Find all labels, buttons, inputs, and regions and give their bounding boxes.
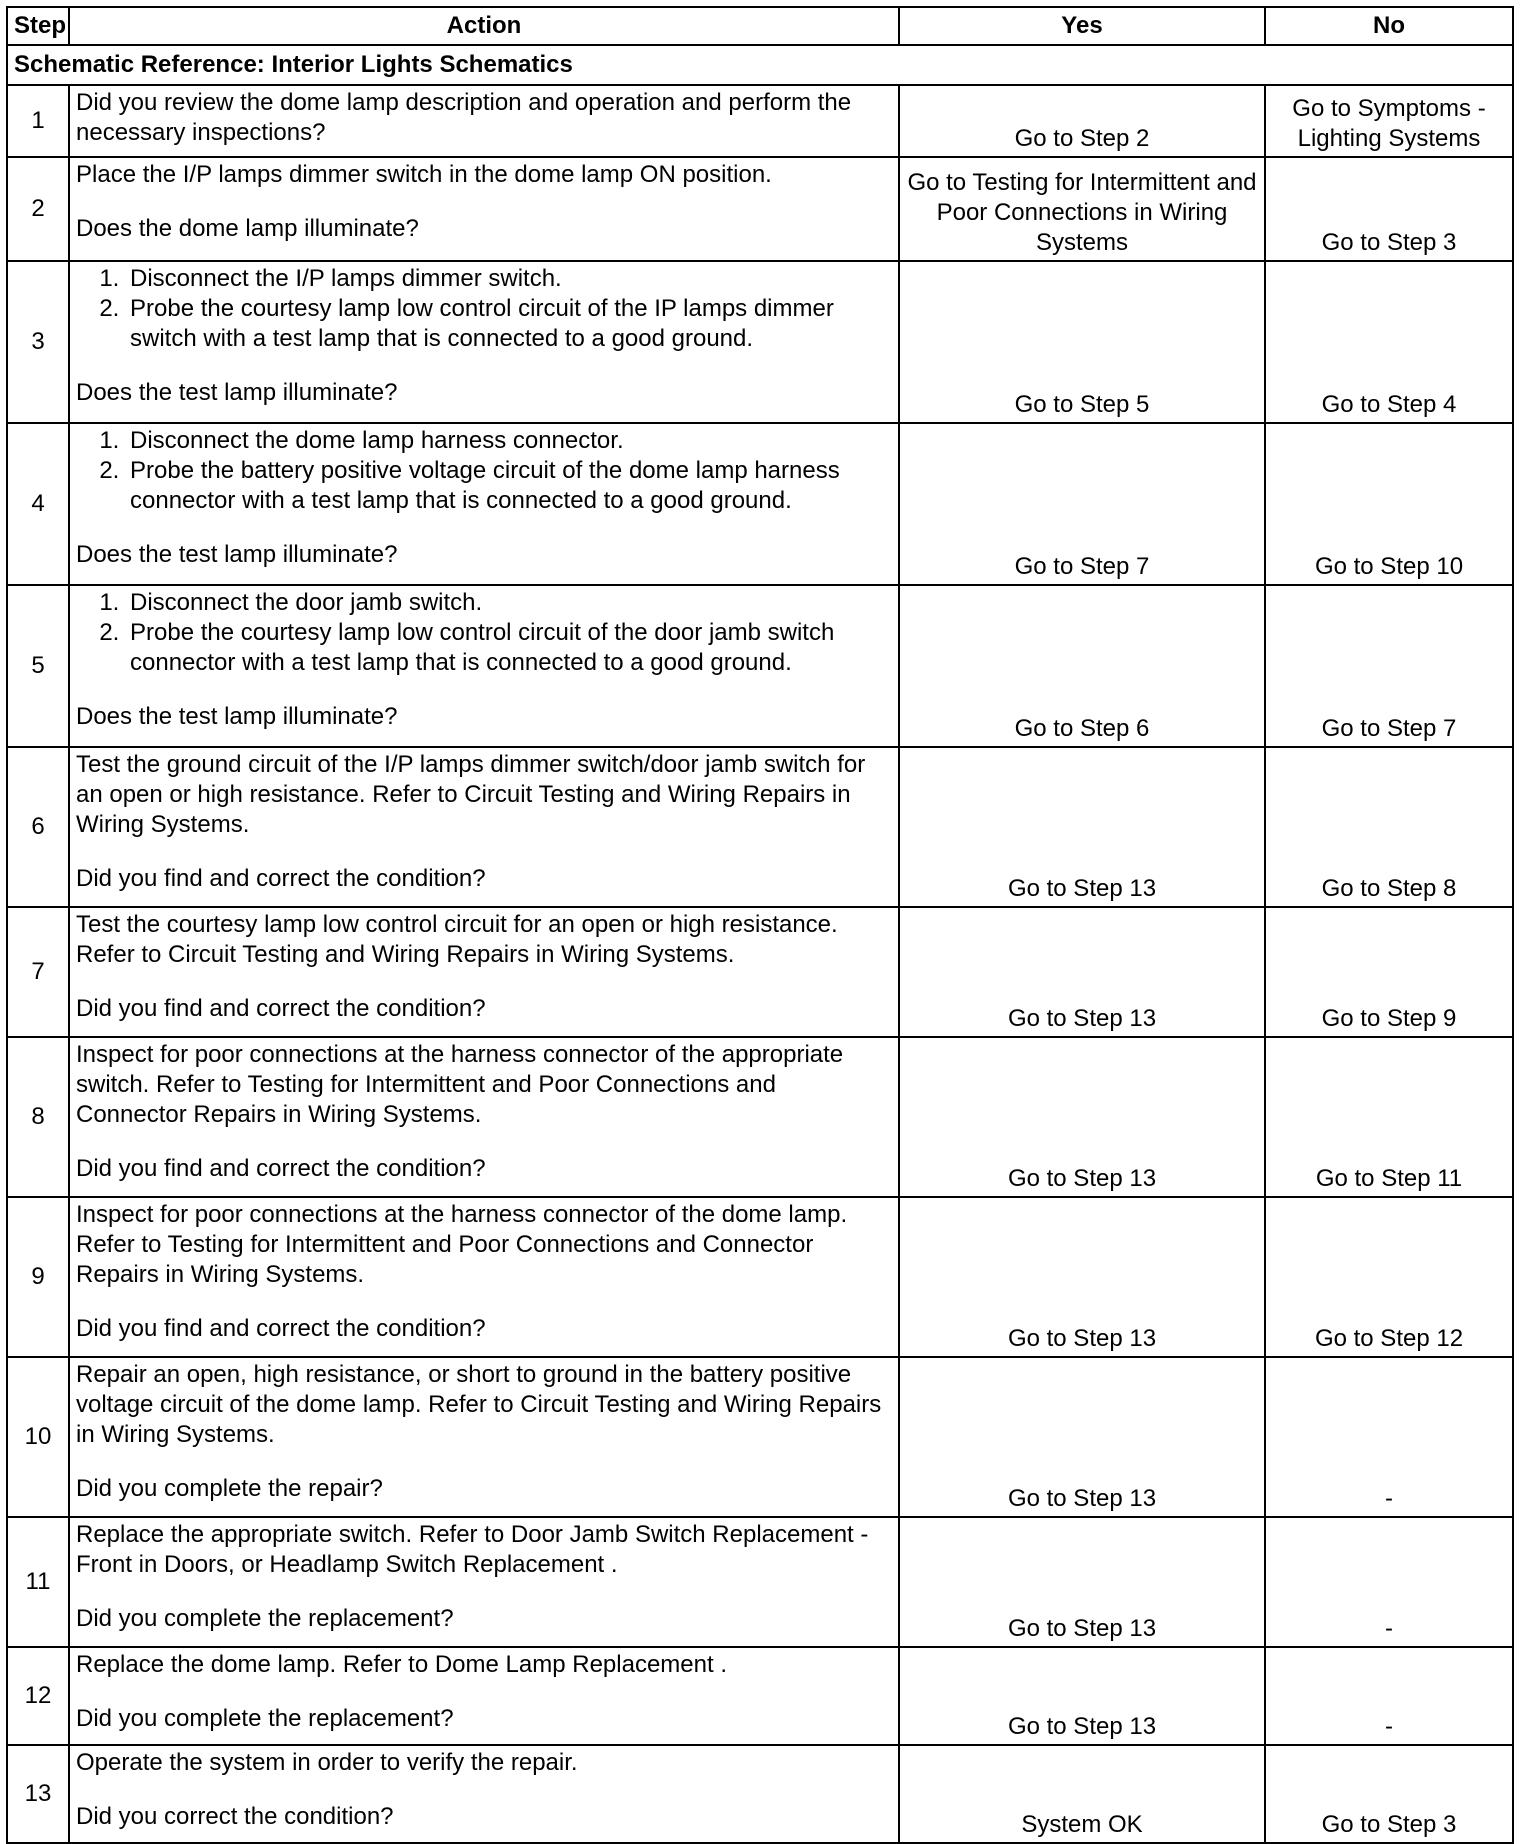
yes-result: Go to Step 13 <box>899 1197 1265 1357</box>
action-text: Did you review the dome lamp description and operation and perform the necessary inspections? <box>76 89 852 146</box>
no-result: Go to Step 7 <box>1265 585 1513 747</box>
table-row <box>7 85 1513 157</box>
action-cell <box>69 157 899 261</box>
table-row <box>7 907 1513 1037</box>
table-body <box>7 45 1513 1843</box>
step-number: 5 <box>7 585 69 747</box>
action-question: Did you complete the repair? <box>76 1475 383 1502</box>
step-number: 10 <box>7 1357 69 1517</box>
step-number: 6 <box>7 747 69 907</box>
step-number: 2 <box>7 157 69 261</box>
yes-result: Go to Step 7 <box>899 423 1265 585</box>
yes-result: System OK <box>899 1745 1265 1843</box>
spacer <box>76 1130 892 1154</box>
action-text: Repair an open, high resistance, or short to ground in the battery positive voltage circuit of the dome lamp. Refer to Circuit Testing and Wiring Repairs in Wiring Systems. <box>76 1361 882 1448</box>
action-question: Did you complete the replacement? <box>76 1705 454 1732</box>
substep-item: 2. Probe the battery positive voltage circuit of the dome lamp harness connector with a test lamp that is connected to a good ground. <box>126 456 892 516</box>
action-question: Did you find and correct the condition? <box>76 995 486 1022</box>
action-cell <box>69 1197 899 1357</box>
table-row <box>7 1647 1513 1745</box>
action-question: Does the test lamp illuminate? <box>76 379 398 406</box>
table-row <box>7 157 1513 261</box>
step-number: 3 <box>7 261 69 423</box>
table-row <box>7 1745 1513 1843</box>
no-result: Go to Step 9 <box>1265 907 1513 1037</box>
spacer <box>76 1680 892 1704</box>
action-cell <box>69 1357 899 1517</box>
action-text: Inspect for poor connections at the harness connector of the dome lamp. Refer to Testing for Intermittent and Poor Connections and Connector Repairs in Wiring Systems. <box>76 1201 848 1288</box>
diagnostic-table <box>6 6 1514 1844</box>
spacer <box>76 1450 892 1474</box>
table-row <box>7 1517 1513 1647</box>
header-no: No <box>1265 7 1513 45</box>
no-result: Go to Step 8 <box>1265 747 1513 907</box>
no-result: Go to Step 3 <box>1265 157 1513 261</box>
action-question: Did you find and correct the condition? <box>76 1315 486 1342</box>
spacer <box>76 970 892 994</box>
table-row <box>7 1197 1513 1357</box>
yes-result: Go to Step 6 <box>899 585 1265 747</box>
action-question: Did you find and correct the condition? <box>76 1155 486 1182</box>
spacer <box>76 354 892 378</box>
step-number: 9 <box>7 1197 69 1357</box>
substep-item: 2. Probe the courtesy lamp low control circuit of the door jamb switch connector with a test lamp that is connected to a good ground. <box>126 618 892 678</box>
action-question: Did you complete the replacement? <box>76 1605 454 1632</box>
no-result: Go to Step 3 <box>1265 1745 1513 1843</box>
action-text: Test the courtesy lamp low control circuit for an open or high resistance. Refer to Circuit Testing and Wiring Repairs in Wiring Systems. <box>76 911 838 968</box>
yes-result: Go to Step 13 <box>899 747 1265 907</box>
action-cell <box>69 1745 899 1843</box>
yes-result: Go to Testing for Intermittent and Poor Connections in Wiring Systems <box>899 157 1265 261</box>
action-text: Operate the system in order to verify the repair. <box>76 1749 578 1776</box>
substep-item: 2. Probe the courtesy lamp low control circuit of the IP lamps dimmer switch with a test lamp that is connected to a good ground. <box>126 294 892 354</box>
header-row <box>7 7 1513 45</box>
step-number: 13 <box>7 1745 69 1843</box>
header-yes: Yes <box>899 7 1265 45</box>
action-cell <box>69 1037 899 1197</box>
substep-item: 1. Disconnect the I/P lamps dimmer switch. <box>126 264 892 294</box>
step-number: 12 <box>7 1647 69 1745</box>
action-cell <box>69 1647 899 1745</box>
action-text: Test the ground circuit of the I/P lamps dimmer switch/door jamb switch for an open or high resistance. Refer to Circuit Testing and Wiring Repairs in Wiring Systems. <box>76 751 866 838</box>
no-result: - <box>1265 1357 1513 1517</box>
step-number: 8 <box>7 1037 69 1197</box>
spacer <box>76 1580 892 1604</box>
header-action: Action <box>69 7 899 45</box>
action-question: Does the test lamp illuminate? <box>76 703 398 730</box>
action-cell <box>69 261 899 423</box>
spacer <box>76 190 892 214</box>
spacer <box>76 516 892 540</box>
substep-list <box>76 264 892 354</box>
yes-result: Go to Step 13 <box>899 1647 1265 1745</box>
yes-result: Go to Step 2 <box>899 85 1265 157</box>
step-number: 1 <box>7 85 69 157</box>
no-result: Go to Step 4 <box>1265 261 1513 423</box>
yes-result: Go to Step 13 <box>899 1357 1265 1517</box>
table-row <box>7 585 1513 747</box>
action-cell <box>69 423 899 585</box>
table-row <box>7 423 1513 585</box>
spacer <box>76 1778 892 1802</box>
schematic-reference: Schematic Reference: Interior Lights Schematics <box>7 45 1513 85</box>
action-question: Does the test lamp illuminate? <box>76 541 398 568</box>
action-text: Replace the dome lamp. Refer to Dome Lamp Replacement . <box>76 1651 727 1678</box>
action-question: Did you find and correct the condition? <box>76 865 486 892</box>
substep-list <box>76 426 892 516</box>
no-result: Go to Step 11 <box>1265 1037 1513 1197</box>
yes-result: Go to Step 13 <box>899 1037 1265 1197</box>
step-number: 11 <box>7 1517 69 1647</box>
header-step: Step <box>7 7 69 45</box>
table-row <box>7 1037 1513 1197</box>
no-result: - <box>1265 1517 1513 1647</box>
spacer <box>76 840 892 864</box>
action-cell <box>69 585 899 747</box>
step-number: 4 <box>7 423 69 585</box>
action-question: Did you correct the condition? <box>76 1803 394 1830</box>
yes-result: Go to Step 13 <box>899 1517 1265 1647</box>
no-result: Go to Symptoms - Lighting Systems <box>1265 85 1513 157</box>
table-row <box>7 1357 1513 1517</box>
action-cell <box>69 907 899 1037</box>
action-cell <box>69 85 899 157</box>
yes-result: Go to Step 13 <box>899 907 1265 1037</box>
action-question: Does the dome lamp illuminate? <box>76 215 419 242</box>
action-text: Place the I/P lamps dimmer switch in the dome lamp ON position. <box>76 161 772 188</box>
action-cell <box>69 747 899 907</box>
action-text: Replace the appropriate switch. Refer to Door Jamb Switch Replacement - Front in Doors, or Headlamp Switch Replacement . <box>76 1521 869 1578</box>
schematic-row <box>7 45 1513 85</box>
spacer <box>76 1290 892 1314</box>
substep-item: 1. Disconnect the dome lamp harness connector. <box>126 426 892 456</box>
action-text: Inspect for poor connections at the harness connector of the appropriate switch. Refer to Testing for Intermittent and Poor Connections and Connector Repairs in Wiring Systems. <box>76 1041 844 1128</box>
step-number: 7 <box>7 907 69 1037</box>
yes-result: Go to Step 5 <box>899 261 1265 423</box>
no-result: - <box>1265 1647 1513 1745</box>
table-row <box>7 747 1513 907</box>
spacer <box>76 678 892 702</box>
action-cell <box>69 1517 899 1647</box>
table-row <box>7 261 1513 423</box>
no-result: Go to Step 12 <box>1265 1197 1513 1357</box>
no-result: Go to Step 10 <box>1265 423 1513 585</box>
substep-list <box>76 588 892 678</box>
substep-item: 1. Disconnect the door jamb switch. <box>126 588 892 618</box>
